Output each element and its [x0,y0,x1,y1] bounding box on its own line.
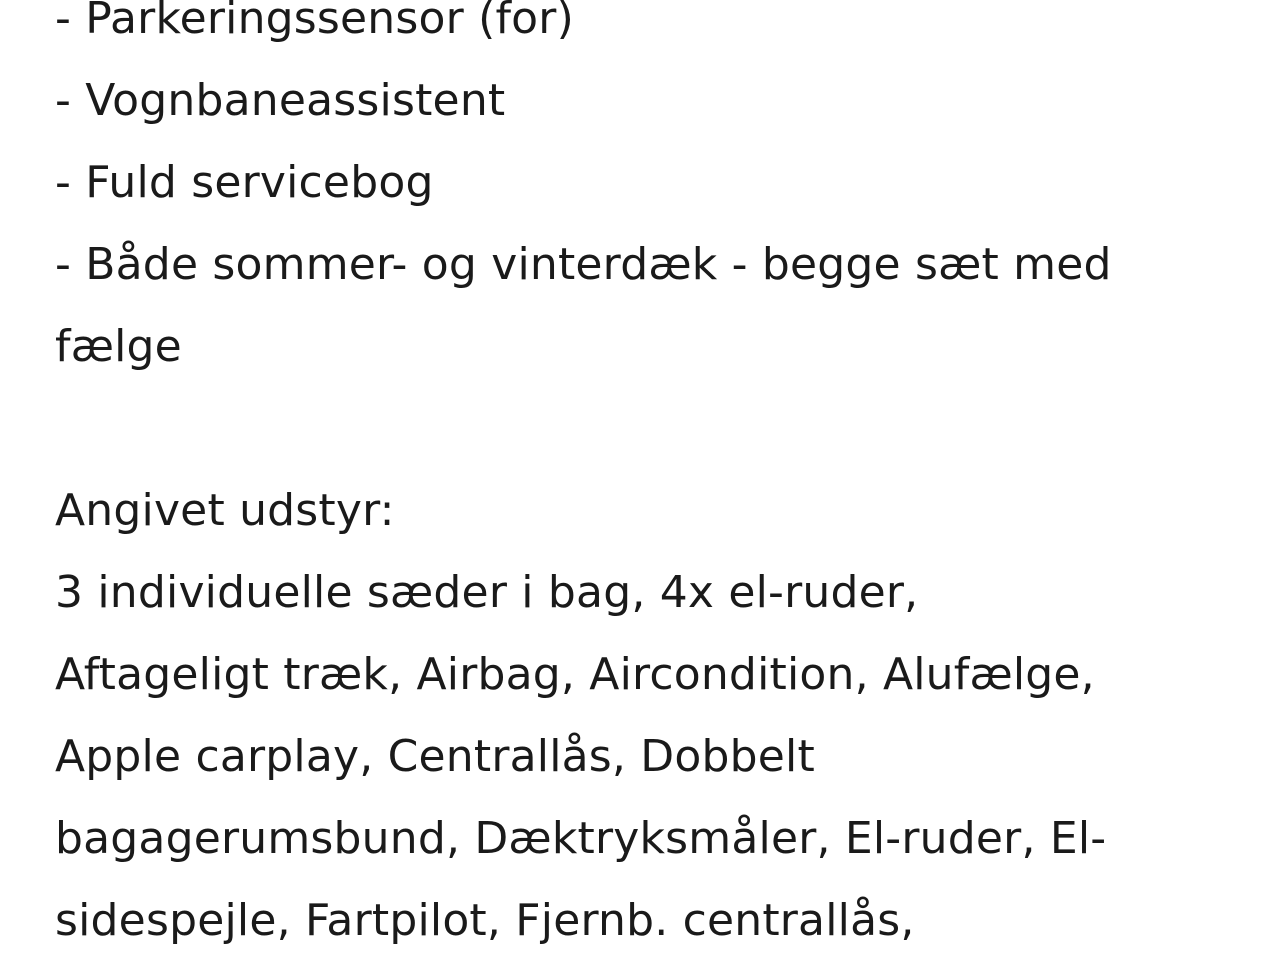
paragraph-spacer [55,388,1225,470]
highlight-line-parking-sensor: - Parkeringssensor (for) [55,0,574,44]
highlight-line-tires-continued: fælge [55,321,182,372]
highlight-line-service-book: - Fuld servicebog [55,157,434,208]
equipment-line: Aftageligt træk, Airbag, Aircondition, Alufælge, [55,649,1095,700]
equipment-line: bagagerumsbund, Dæktryksmåler, El-ruder, El- [55,813,1107,864]
equipment-line: Apple carplay, Centrallås, Dobbelt [55,731,815,782]
highlight-line-tires: - Både sommer- og vinterdæk - begge sæt med [55,239,1112,290]
equipment-line: 3 individuelle sæder i bag, 4x el-ruder, [55,567,919,618]
equipment-heading: Angivet udstyr: [55,485,395,536]
equipment-line: sidespejle, Fartpilot, Fjernb. centrallås, [55,895,915,946]
highlight-line-lane-assist: - Vognbaneassistent [55,75,506,126]
description-text [55,0,1225,960]
